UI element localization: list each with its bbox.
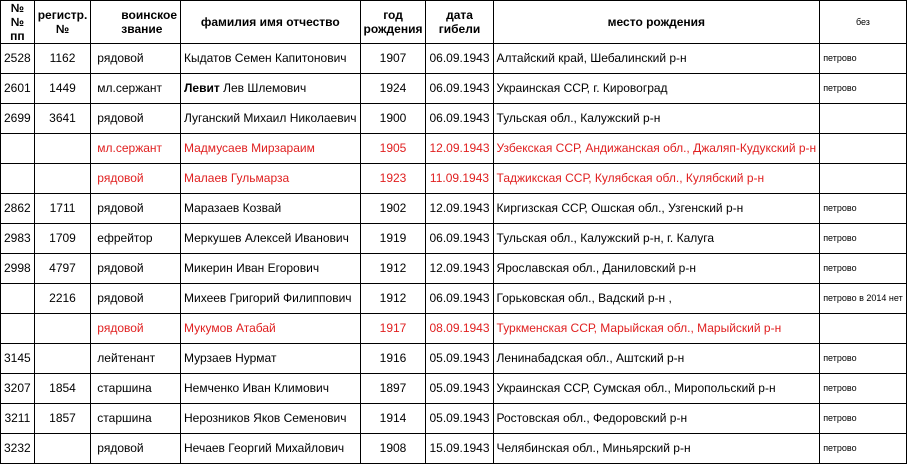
table-row (1, 74, 907, 104)
cell-name: Мадмусаев Мирзараим (181, 134, 361, 164)
header-num: №№ пп (1, 1, 35, 44)
table-row (1, 194, 907, 224)
cell-name: Мукумов Атабай (181, 314, 361, 344)
cell-num: 2699 (1, 104, 35, 134)
cell-place: Узбекская ССР, Андижанская обл., Джаляп-Кудукский р-н (493, 134, 820, 164)
cell-death: 08.09.1943 (426, 314, 493, 344)
table-row (1, 104, 907, 134)
header-birth: год рождения (360, 1, 426, 44)
header-place: место рождения (493, 1, 820, 44)
cell-birth: 1916 (360, 344, 426, 374)
cell-reg: 1709 (34, 224, 91, 254)
cell-death: 06.09.1943 (426, 284, 493, 314)
cell-birth: 1907 (360, 44, 426, 74)
cell-birth: 1924 (360, 74, 426, 104)
cell-num: 2998 (1, 254, 35, 284)
cell-num (1, 314, 35, 344)
cell-birth: 1917 (360, 314, 426, 344)
cell-note: петрово (820, 404, 907, 434)
cell-num: 2528 (1, 44, 35, 74)
cell-note (820, 134, 907, 164)
table-row (1, 224, 907, 254)
table-row (1, 434, 907, 464)
cell-rank: рядовой (91, 44, 181, 74)
cell-place: Киргизская ССР, Ошская обл., Узгенский р-н (493, 194, 820, 224)
cell-num: 2601 (1, 74, 35, 104)
cell-place: Челябинская обл., Миньярский р-н (493, 434, 820, 464)
cell-num (1, 134, 35, 164)
header-death: дата гибели (426, 1, 493, 44)
cell-birth: 1908 (360, 434, 426, 464)
cell-note: петрово в 2014 нет (820, 284, 907, 314)
cell-reg (34, 134, 91, 164)
cell-name: Немченко Иван Климович (181, 374, 361, 404)
cell-birth: 1912 (360, 254, 426, 284)
header-row (1, 1, 907, 44)
cell-num: 2983 (1, 224, 35, 254)
cell-num (1, 284, 35, 314)
cell-place: Туркменская ССР, Марыйская обл., Марыйский р-н (493, 314, 820, 344)
cell-birth: 1897 (360, 374, 426, 404)
cell-reg: 2216 (34, 284, 91, 314)
cell-death: 05.09.1943 (426, 344, 493, 374)
cell-note (820, 164, 907, 194)
cell-note: петрово (820, 44, 907, 74)
cell-death: 12.09.1943 (426, 134, 493, 164)
table-row (1, 134, 907, 164)
cell-num: 3207 (1, 374, 35, 404)
cell-name: Луганский Михаил Николаевич (181, 104, 361, 134)
cell-death: 05.09.1943 (426, 374, 493, 404)
cell-rank: мл.сержант (91, 74, 181, 104)
cell-birth: 1912 (360, 284, 426, 314)
cell-num (1, 164, 35, 194)
surname-bold: Левит (184, 81, 220, 95)
header-name: фамилия имя отчество (181, 1, 361, 44)
cell-reg: 3641 (34, 104, 91, 134)
cell-death: 11.09.1943 (426, 164, 493, 194)
cell-death: 15.09.1943 (426, 434, 493, 464)
cell-name: Микерин Иван Егорович (181, 254, 361, 284)
table-row (1, 374, 907, 404)
cell-rank: рядовой (91, 104, 181, 134)
table-row (1, 44, 907, 74)
cell-note: петрово (820, 194, 907, 224)
cell-note: петрово (820, 74, 907, 104)
cell-place: Ростовская обл., Федоровский р-н (493, 404, 820, 434)
cell-reg: 1857 (34, 404, 91, 434)
cell-rank: мл.сержант (91, 134, 181, 164)
cell-place: Тульская обл., Калужский р-н (493, 104, 820, 134)
table-row (1, 344, 907, 374)
cell-death: 05.09.1943 (426, 404, 493, 434)
cell-birth: 1923 (360, 164, 426, 194)
cell-note: петрово (820, 344, 907, 374)
table-row (1, 164, 907, 194)
cell-birth: 1905 (360, 134, 426, 164)
cell-reg: 1711 (34, 194, 91, 224)
cell-rank: лейтенант (91, 344, 181, 374)
cell-num: 3211 (1, 404, 35, 434)
cell-note: петрово (820, 434, 907, 464)
table-row (1, 314, 907, 344)
cell-num: 3145 (1, 344, 35, 374)
cell-name: Михеев Григорий Филиппович (181, 284, 361, 314)
cell-rank: рядовой (91, 314, 181, 344)
cell-name: Кыдатов Семен Капитонович (181, 44, 361, 74)
cell-note (820, 104, 907, 134)
cell-birth: 1902 (360, 194, 426, 224)
cell-rank: ефрейтор (91, 224, 181, 254)
cell-reg: 1449 (34, 74, 91, 104)
header-reg: регистр. № (34, 1, 91, 44)
cell-rank: старшина (91, 404, 181, 434)
cell-place: Украинская ССР, г. Кировоград (493, 74, 820, 104)
cell-name: Меркушев Алексей Иванович (181, 224, 361, 254)
cell-place: Ленинабадская обл., Аштский р-н (493, 344, 820, 374)
cell-reg (34, 164, 91, 194)
table-row (1, 254, 907, 284)
table-row (1, 284, 907, 314)
cell-rank: рядовой (91, 434, 181, 464)
cell-num: 3232 (1, 434, 35, 464)
cell-birth: 1919 (360, 224, 426, 254)
cell-place: Тульская обл., Калужский р-н, г. Калуга (493, 224, 820, 254)
cell-death: 12.09.1943 (426, 194, 493, 224)
cell-death: 06.09.1943 (426, 104, 493, 134)
cell-name: Нерозников Яков Семенович (181, 404, 361, 434)
cell-place: Украинская ССР, Сумская обл., Миропольский р-н (493, 374, 820, 404)
cell-name: Нечаев Георгий Михайлович (181, 434, 361, 464)
table-row (1, 404, 907, 434)
cell-birth: 1900 (360, 104, 426, 134)
cell-reg: 4797 (34, 254, 91, 284)
cell-note (820, 314, 907, 344)
cell-note: петрово (820, 224, 907, 254)
cell-num: 2862 (1, 194, 35, 224)
header-note: без (820, 1, 907, 44)
header-rank: воинское звание (91, 1, 181, 44)
cell-death: 06.09.1943 (426, 44, 493, 74)
cell-reg (34, 314, 91, 344)
cell-place: Таджикская ССР, Кулябская обл., Кулябский р-н (493, 164, 820, 194)
cell-name: Маразаев Козвай (181, 194, 361, 224)
cell-rank: рядовой (91, 284, 181, 314)
cell-reg: 1162 (34, 44, 91, 74)
cell-death: 06.09.1943 (426, 74, 493, 104)
cell-place: Горьковская обл., Вадский р-н , (493, 284, 820, 314)
cell-rank: старшина (91, 374, 181, 404)
given-names: Лев Шлемович (219, 81, 307, 95)
cell-place: Ярославская обл., Даниловский р-н (493, 254, 820, 284)
cell-note: петрово (820, 254, 907, 284)
cell-name: Мурзаев Нурмат (181, 344, 361, 374)
cell-reg (34, 434, 91, 464)
cell-rank: рядовой (91, 254, 181, 284)
cell-name (181, 74, 361, 104)
cell-death: 12.09.1943 (426, 254, 493, 284)
cell-death: 06.09.1943 (426, 224, 493, 254)
cell-name: Малаев Гульмарза (181, 164, 361, 194)
cell-reg: 1854 (34, 374, 91, 404)
cell-note: петрово (820, 374, 907, 404)
cell-rank: рядовой (91, 194, 181, 224)
cell-birth: 1914 (360, 404, 426, 434)
cell-reg (34, 344, 91, 374)
cell-place: Алтайский край, Шебалинский р-н (493, 44, 820, 74)
cell-rank: рядовой (91, 164, 181, 194)
